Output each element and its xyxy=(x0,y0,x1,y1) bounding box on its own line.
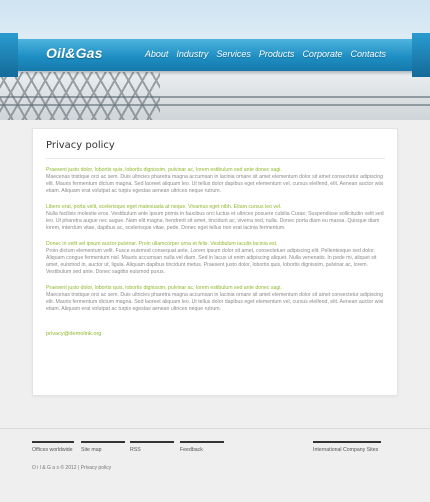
nav-item-products[interactable]: Products xyxy=(258,49,295,59)
footer-link-rss[interactable]: RSS xyxy=(130,441,174,453)
paragraph-lead: Praesent justo dolor, lobortis quis, lobortis dignissim, pulvinar ac, lorem estibulum sed ante donec sagi. xyxy=(46,167,282,173)
nav-bar xyxy=(0,39,430,71)
paragraph-body: Maecenas tristique orci ac sem. Duis ultricies pharetra magna accumsan in lacinia ornare sit amet elementum dolor sit amet consectetur adipiscing elit. Mauris fermentum dictum magna. Sed laoreet aliquam leo. Ut tellus dolor dapibus eget elementum vel, cursus eleifend, elit. Aenean auctor wisi etiam. Aliquam erat volutpat ac turpis egestas aenean ultrices neque rutrum. xyxy=(46,174,384,194)
privacy-email-link[interactable]: privacy@demolink.org xyxy=(46,331,102,337)
nav-bar-right-tab xyxy=(412,33,430,77)
footer-link-international[interactable]: International Company Sites xyxy=(313,441,381,453)
policy-paragraph xyxy=(46,204,385,232)
footer-link-offices[interactable]: Offices worldwide xyxy=(32,441,74,453)
header-banner xyxy=(0,0,430,120)
content-card xyxy=(32,128,398,396)
truss-illustration xyxy=(0,72,160,120)
nav-item-corporate[interactable]: Corporate xyxy=(302,49,343,59)
paragraph-body: Proin dictum elementum velit. Fusce euismod consequat ante. Lorem ipsum dolor sit amet, consectetuer adipiscing elit. Pellentesque sed dolor. Aliquam congue fermentum nisl. Mauris accumsan nulla vel diam. Sed in lacus ut enim adipiscing aliquet. Nulla venenatis. In pede mi, aliquet sit amet, euismod in, auctor ut, ligula. Aliquam dapibus tincidunt metus. Praesent justo dolor, lobortis quis, lobortis dignissim, pulvinar ac, lorem. Vestibulum sed ante. Donec sagittis euismod purus. xyxy=(46,248,377,275)
paragraph-body: Maecenas tristique orci ac sem. Duis ultricies pharetra magna accumsan in lacinia ornare sit amet elementum dolor sit amet consectetur adipiscing elit. Mauris fermentum dictum magna. Sed laoreet aliquam leo. Ut tellus dolor dapibus eget elementum vel, cursus eleifend, elit. Aenean auctor wisi etiam. Aliquam erat volutpat ac turpis egestas aenean ultrices neque rutrum. xyxy=(46,292,384,312)
nav-bar-left-tab xyxy=(0,33,18,77)
nav-item-about[interactable]: About xyxy=(144,49,169,59)
footer-link-feedback[interactable]: Feedback xyxy=(180,441,224,453)
policy-paragraph xyxy=(46,241,385,276)
nav-item-services[interactable]: Services xyxy=(216,49,251,59)
main-nav xyxy=(145,49,386,59)
nav-item-contacts[interactable]: Contacts xyxy=(350,49,386,59)
paragraph-lead: Praesent justo dolor, lobortis quis, lobortis dignissim, pulvinar ac, lorem estibulum sed ante donec sagi. xyxy=(46,285,282,291)
footer-divider xyxy=(0,428,430,429)
page-title: Privacy policy xyxy=(46,140,385,159)
copyright-text: O i l & G a s © 2012 | Privacy policy xyxy=(32,465,112,471)
paragraph-lead: Donec in velit vel ipsum auctor pulvinar. Proin ullamcorper urna et felis. Vestibulum iaculis lacinia est. xyxy=(46,241,278,247)
paragraph-body: Nulla facilisis molestie eros. Vestibulum ante ipsum primis in faucibus orci luctus et ultrices posuere cubilia Curae; Suspendisse sollicitudin velit sed leo. Ut pharetra augue nec augue. Nam elit magna, hendrerit sit amet, tincidunt ac, viverra sed, nulla. Donec porta diam eu massa. Quisque diam lorem, interdum vitae, dapibus ac, scelerisque vitae, pede. Donec eget tellus non erat lacinia fermentum. xyxy=(46,211,384,231)
policy-paragraph xyxy=(46,167,385,195)
nav-item-industry[interactable]: Industry xyxy=(176,49,209,59)
paragraph-lead: Libero erat, porta velit, scelerisque eget malesuada at neque. Vivamus eget nibh. Etiam cursus leo vel. xyxy=(46,204,282,210)
policy-paragraph xyxy=(46,285,385,313)
footer-link-sitemap[interactable]: Site map xyxy=(81,441,125,453)
site-logo[interactable]: Oil&Gas xyxy=(46,45,103,61)
